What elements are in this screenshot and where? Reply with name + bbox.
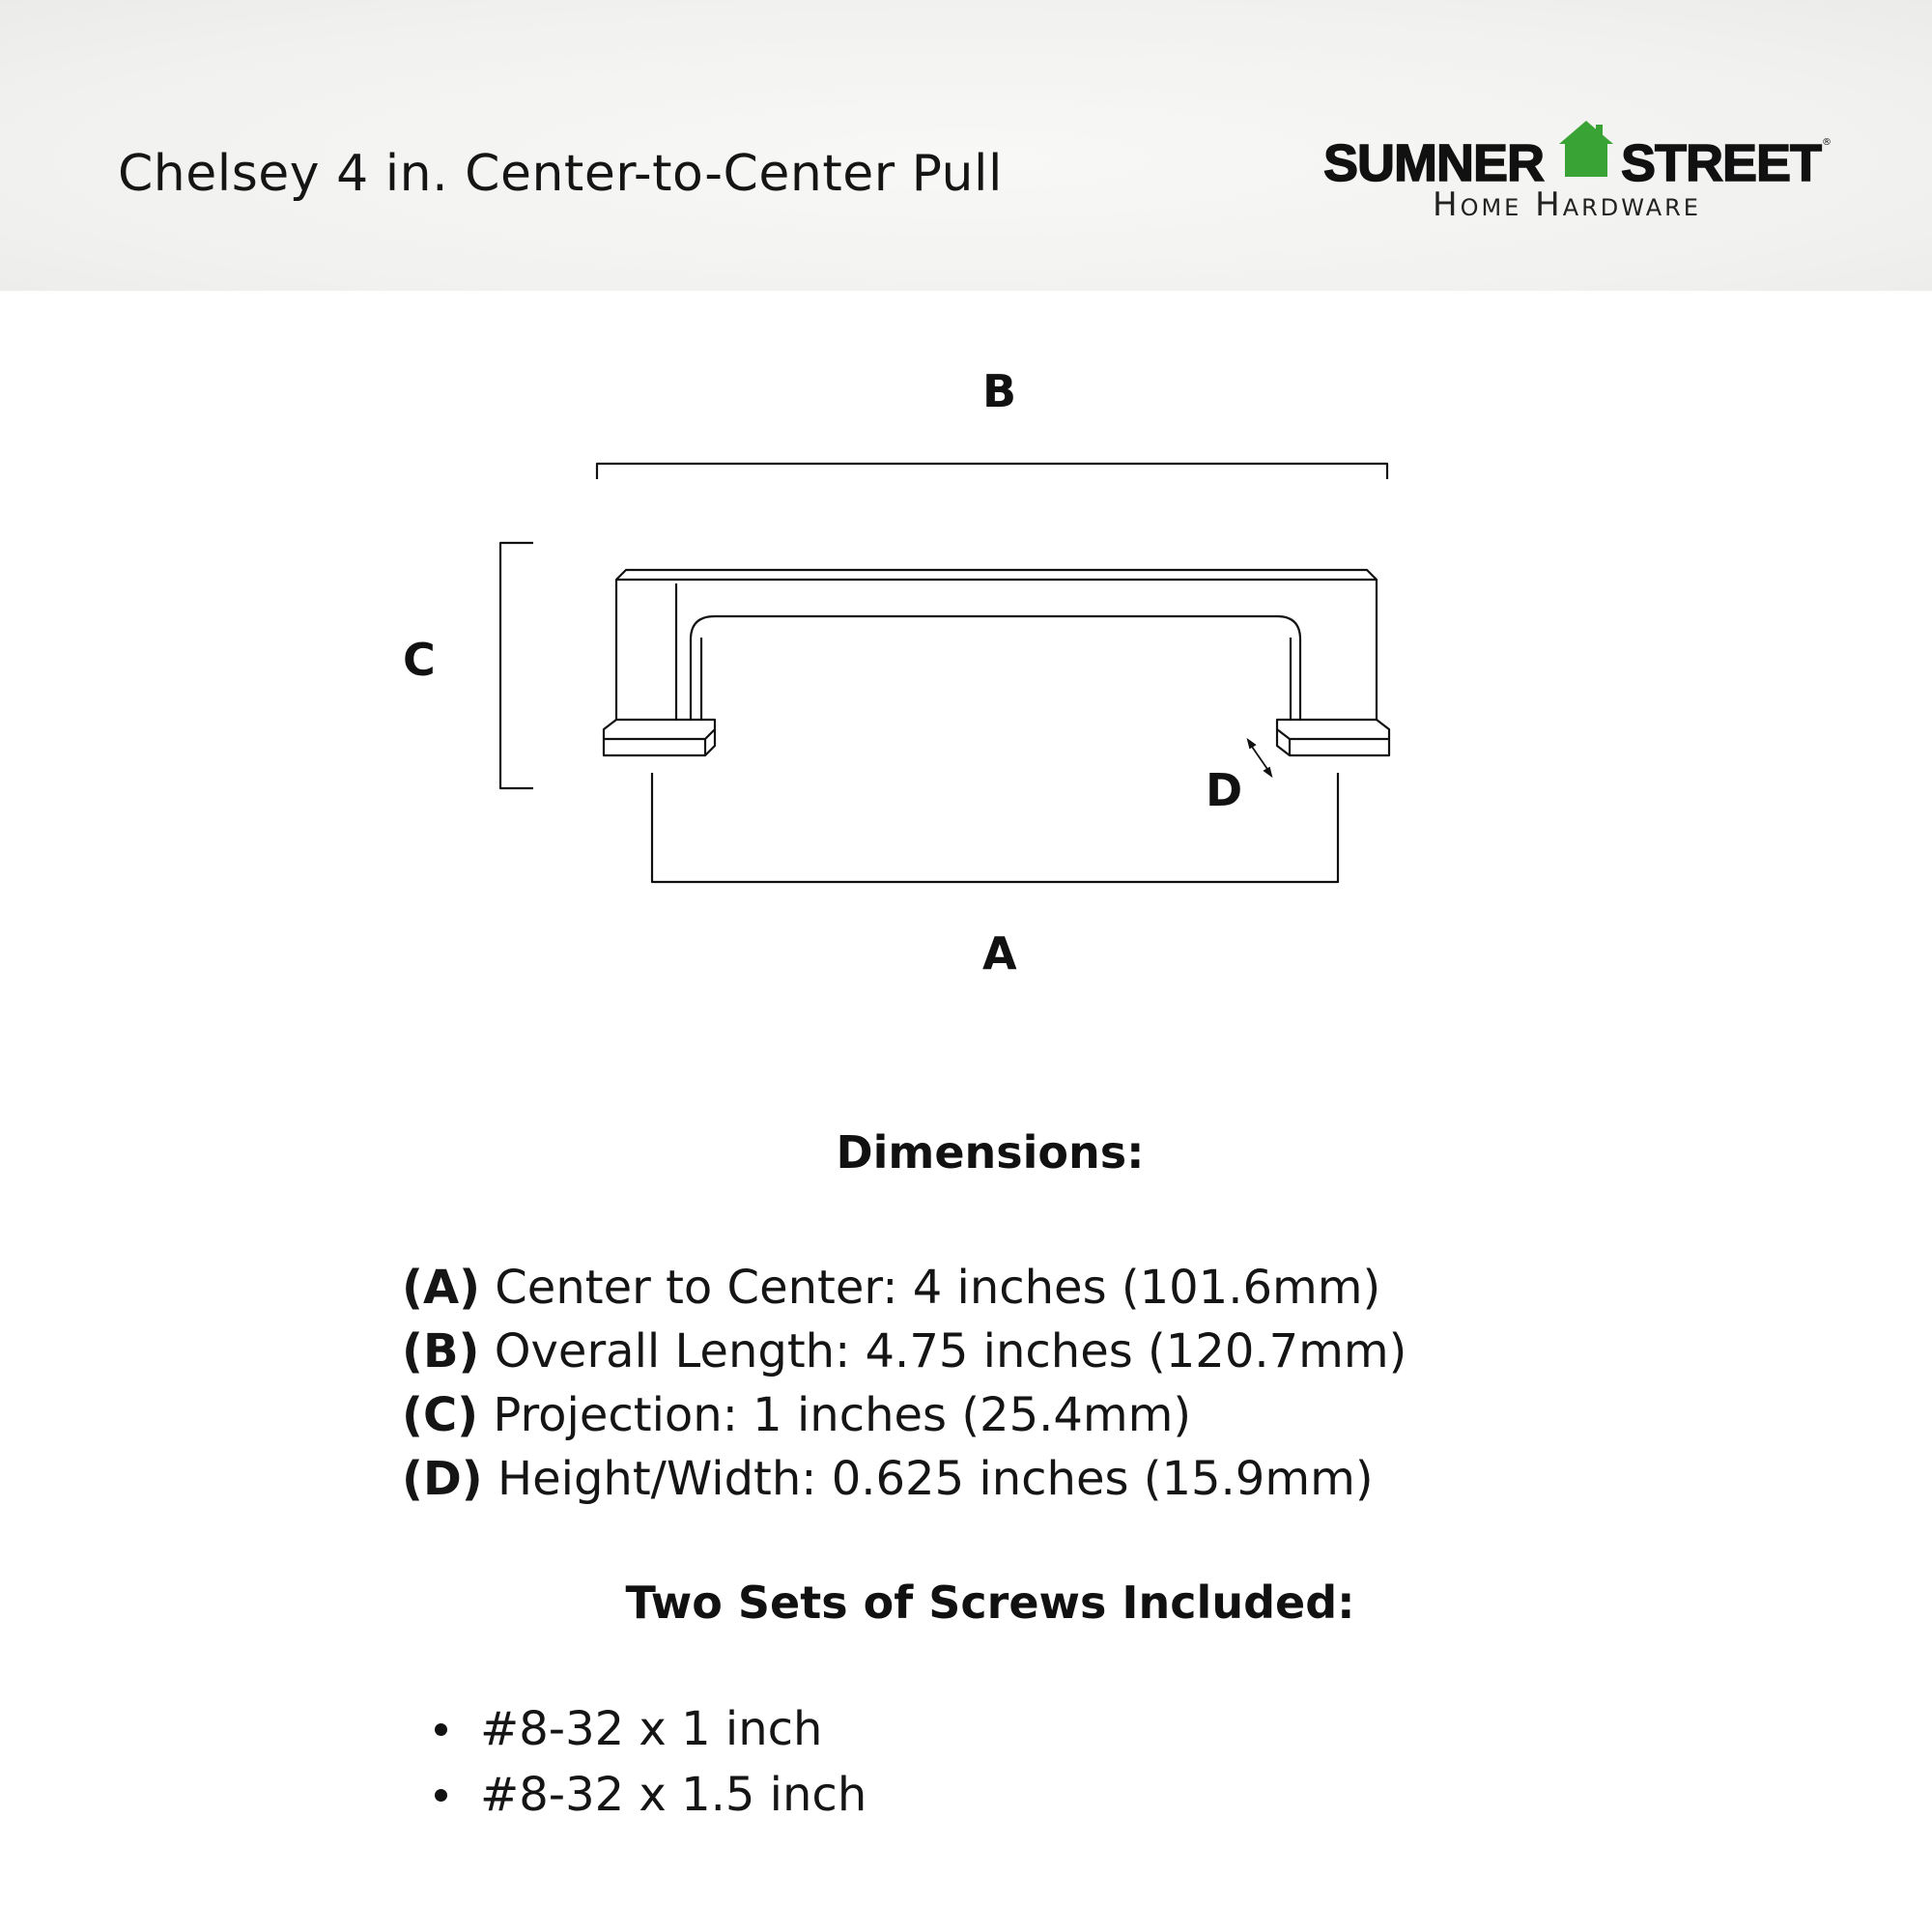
left-foot: [604, 720, 715, 739]
dimension-key: (C): [402, 1388, 479, 1442]
screws-list: [435, 1696, 867, 1828]
logo-subtitle: Home Hardware: [1433, 185, 1701, 224]
bullet-icon: [435, 1723, 447, 1736]
label-c: C: [403, 634, 436, 686]
label-b: B: [982, 365, 1017, 417]
dimension-d-arrow: [1248, 740, 1271, 776]
right-foot: [1277, 720, 1389, 739]
logo-word-street: STREET: [1621, 134, 1822, 192]
dimension-key: (B): [402, 1324, 480, 1378]
bullet-icon: [435, 1789, 447, 1802]
logo-word-sumner: SUMNER: [1323, 134, 1545, 192]
dimension-row-b: [402, 1320, 1406, 1383]
label-d: D: [1206, 764, 1243, 816]
dimension-row-d: [402, 1447, 1406, 1511]
dimension-c-bracket: [500, 543, 533, 788]
dimension-key: (A): [402, 1261, 481, 1315]
dimension-b-bracket: [597, 464, 1387, 479]
product-title: Chelsey 4 in. Center-to-Center Pull: [118, 145, 1003, 203]
dimension-text: Overall Length: 4.75 inches (120.7mm): [479, 1324, 1407, 1378]
label-a: A: [982, 927, 1017, 980]
screw-item: [435, 1696, 867, 1762]
dimensions-list: [402, 1256, 1406, 1511]
handle-inner-arch: [691, 616, 1300, 720]
dimensions-heading: Dimensions:: [836, 1126, 1145, 1179]
dimension-text: Center to Center: 4 inches (101.6mm): [480, 1261, 1381, 1315]
right-foot-bottom: [1277, 729, 1389, 755]
handle-outline: [616, 570, 1377, 720]
dimension-text: Height/Width: 0.625 inches (15.9mm): [482, 1452, 1374, 1506]
dimension-key: (D): [402, 1452, 483, 1506]
trademark-mark: ®: [1822, 137, 1832, 148]
screw-label: #8-32 x 1.5 inch: [480, 1768, 867, 1822]
left-foot-bottom: [604, 729, 715, 755]
screw-label: #8-32 x 1 inch: [480, 1702, 823, 1756]
dimension-row-a: [402, 1256, 1406, 1320]
dimension-row-c: [402, 1383, 1406, 1447]
screws-heading: Two Sets of Screws Included:: [625, 1577, 1355, 1629]
dimension-text: Projection: 1 inches (25.4mm): [478, 1388, 1192, 1442]
screw-item: [435, 1762, 867, 1828]
